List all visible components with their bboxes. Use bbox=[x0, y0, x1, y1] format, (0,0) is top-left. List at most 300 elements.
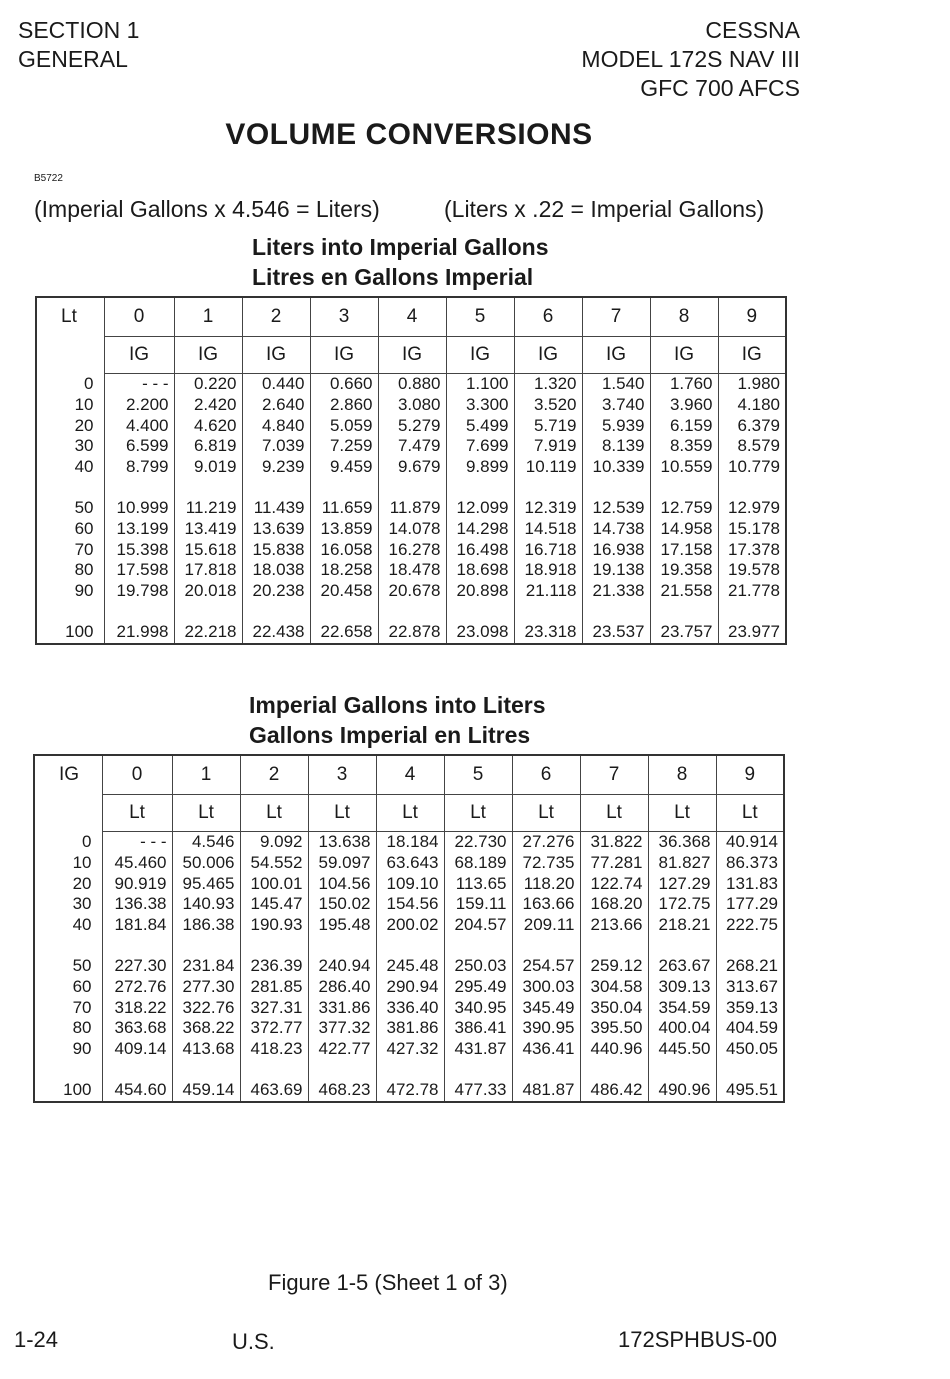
table-cell: 7.259 bbox=[310, 436, 378, 457]
table-cell: 481.87 bbox=[512, 1080, 580, 1102]
table-cell: 300.03 bbox=[512, 977, 580, 998]
unit-header: IG bbox=[310, 337, 378, 374]
ig-to-liters-table bbox=[33, 754, 785, 1103]
table-cell: 4.620 bbox=[174, 416, 242, 437]
table-cell: 454.60 bbox=[102, 1080, 172, 1102]
unit-header: IG bbox=[446, 337, 514, 374]
unit-header: Lt bbox=[716, 795, 784, 832]
formula-ig-to-liters: (Imperial Gallons x 4.546 = Liters) bbox=[34, 196, 380, 222]
spacer-cell bbox=[446, 478, 514, 498]
table-cell: 259.12 bbox=[580, 956, 648, 977]
table-cell: 222.75 bbox=[716, 915, 784, 936]
spacer-cell bbox=[36, 602, 104, 622]
table-row bbox=[36, 498, 786, 519]
table-cell: 0.220 bbox=[174, 374, 242, 395]
table-cell: 204.57 bbox=[444, 915, 512, 936]
table-cell: 190.93 bbox=[240, 915, 308, 936]
table-row bbox=[34, 977, 784, 998]
unit-header-blank bbox=[34, 795, 102, 832]
unit-header: IG bbox=[378, 337, 446, 374]
table-cell: 186.38 bbox=[172, 915, 240, 936]
column-header: 4 bbox=[378, 297, 446, 337]
row-label: 20 bbox=[34, 874, 102, 895]
table-cell: 18.038 bbox=[242, 560, 310, 581]
unit-header: Lt bbox=[172, 795, 240, 832]
liters-to-ig-table bbox=[35, 296, 787, 645]
table-cell: 13.638 bbox=[308, 832, 376, 853]
table-cell: 0.880 bbox=[378, 374, 446, 395]
section-number: SECTION 1 bbox=[18, 17, 140, 43]
table-cell: 86.373 bbox=[716, 853, 784, 874]
spacer-cell bbox=[716, 1060, 784, 1080]
column-header: 8 bbox=[650, 297, 718, 337]
spacer-cell bbox=[240, 936, 308, 956]
table-cell: 113.65 bbox=[444, 874, 512, 895]
table-row bbox=[36, 540, 786, 561]
table-cell: 236.39 bbox=[240, 956, 308, 977]
table-cell: 10.339 bbox=[582, 457, 650, 478]
table-cell: 36.368 bbox=[648, 832, 716, 853]
spacer-cell bbox=[650, 478, 718, 498]
table-cell: 440.96 bbox=[580, 1039, 648, 1060]
row-spacer bbox=[34, 936, 784, 956]
model-name: MODEL 172S NAV III bbox=[581, 46, 800, 72]
formula-liters-to-ig: (Liters x .22 = Imperial Gallons) bbox=[444, 196, 765, 222]
spacer-cell bbox=[308, 936, 376, 956]
row-label: 10 bbox=[34, 853, 102, 874]
column-header: 0 bbox=[104, 297, 174, 337]
table-cell: 12.319 bbox=[514, 498, 582, 519]
table-cell: 54.552 bbox=[240, 853, 308, 874]
table-cell: 386.41 bbox=[444, 1018, 512, 1039]
spacer-cell bbox=[514, 602, 582, 622]
unit-header: IG bbox=[242, 337, 310, 374]
corner-unit-label: IG bbox=[34, 755, 102, 795]
table-cell: 18.478 bbox=[378, 560, 446, 581]
table-row bbox=[36, 622, 786, 644]
table-cell: 136.38 bbox=[102, 894, 172, 915]
table-cell: 245.48 bbox=[376, 956, 444, 977]
spacer-cell bbox=[310, 602, 378, 622]
unit-header: Lt bbox=[376, 795, 444, 832]
table-cell: 9.019 bbox=[174, 457, 242, 478]
row-label: 90 bbox=[36, 581, 104, 602]
table-cell: 459.14 bbox=[172, 1080, 240, 1102]
table1-title-en: Liters into Imperial Gallons bbox=[252, 234, 549, 260]
table-cell: 218.21 bbox=[648, 915, 716, 936]
table-row bbox=[36, 374, 786, 395]
table-cell: 3.520 bbox=[514, 395, 582, 416]
spacer-cell bbox=[104, 602, 174, 622]
table-cell: 12.539 bbox=[582, 498, 650, 519]
row-label: 0 bbox=[36, 374, 104, 395]
table-cell: 350.04 bbox=[580, 998, 648, 1019]
table-cell: 377.32 bbox=[308, 1018, 376, 1039]
figure-caption: Figure 1-5 (Sheet 1 of 3) bbox=[268, 1270, 508, 1295]
table-cell: 90.919 bbox=[102, 874, 172, 895]
table-cell: 7.479 bbox=[378, 436, 446, 457]
table-row bbox=[36, 416, 786, 437]
table-cell: 422.77 bbox=[308, 1039, 376, 1060]
table-cell: 18.258 bbox=[310, 560, 378, 581]
table-cell: 172.75 bbox=[648, 894, 716, 915]
column-header: 2 bbox=[240, 755, 308, 795]
table1-title bbox=[252, 232, 549, 292]
column-header: 6 bbox=[512, 755, 580, 795]
table-cell: 463.69 bbox=[240, 1080, 308, 1102]
table-cell: 13.859 bbox=[310, 519, 378, 540]
unit-header: Lt bbox=[512, 795, 580, 832]
table-cell: 16.278 bbox=[378, 540, 446, 561]
table-cell: 3.960 bbox=[650, 395, 718, 416]
table-cell: 168.20 bbox=[580, 894, 648, 915]
table-cell: 159.11 bbox=[444, 894, 512, 915]
table-cell: 1.760 bbox=[650, 374, 718, 395]
spacer-cell bbox=[444, 936, 512, 956]
table-cell: 11.439 bbox=[242, 498, 310, 519]
spacer-cell bbox=[582, 478, 650, 498]
table-cell: 6.159 bbox=[650, 416, 718, 437]
table-cell: 6.379 bbox=[718, 416, 786, 437]
unit-header: IG bbox=[174, 337, 242, 374]
table-cell: 22.658 bbox=[310, 622, 378, 644]
table-cell: 4.546 bbox=[172, 832, 240, 853]
table-row bbox=[36, 436, 786, 457]
table-cell: 18.918 bbox=[514, 560, 582, 581]
page-title: VOLUME CONVERSIONS bbox=[225, 118, 593, 151]
table-cell: 281.85 bbox=[240, 977, 308, 998]
table-cell: 127.29 bbox=[648, 874, 716, 895]
table-cell: 436.41 bbox=[512, 1039, 580, 1060]
table-cell: 15.838 bbox=[242, 540, 310, 561]
spacer-cell bbox=[378, 478, 446, 498]
spacer-cell bbox=[512, 936, 580, 956]
table-cell: 327.31 bbox=[240, 998, 308, 1019]
table-cell: 263.67 bbox=[648, 956, 716, 977]
table-cell: 15.398 bbox=[104, 540, 174, 561]
unit-header: IG bbox=[514, 337, 582, 374]
table-row bbox=[34, 1018, 784, 1039]
column-header: 2 bbox=[242, 297, 310, 337]
table-cell: 2.640 bbox=[242, 395, 310, 416]
page-number: 1-24 bbox=[14, 1327, 59, 1352]
spacer-cell bbox=[34, 1060, 102, 1080]
table-cell: 409.14 bbox=[102, 1039, 172, 1060]
table-cell: 21.778 bbox=[718, 581, 786, 602]
table-cell: 0.440 bbox=[242, 374, 310, 395]
table-cell: 195.48 bbox=[308, 915, 376, 936]
column-header: 7 bbox=[580, 755, 648, 795]
table-cell: 13.639 bbox=[242, 519, 310, 540]
table-row bbox=[34, 832, 784, 853]
table-cell: 21.118 bbox=[514, 581, 582, 602]
table-cell: 27.276 bbox=[512, 832, 580, 853]
table-cell: 22.438 bbox=[242, 622, 310, 644]
table-cell: 8.799 bbox=[104, 457, 174, 478]
row-label: 90 bbox=[34, 1039, 102, 1060]
row-spacer bbox=[34, 1060, 784, 1080]
table-cell: 372.77 bbox=[240, 1018, 308, 1039]
table-cell: 177.29 bbox=[716, 894, 784, 915]
table1-title-fr: Litres en Gallons Imperial bbox=[252, 264, 534, 290]
column-header: 9 bbox=[716, 755, 784, 795]
column-header: 3 bbox=[310, 297, 378, 337]
table-cell: 23.977 bbox=[718, 622, 786, 644]
table-cell: 8.139 bbox=[582, 436, 650, 457]
unit-header: IG bbox=[104, 337, 174, 374]
table-cell: 295.49 bbox=[444, 977, 512, 998]
table-cell: 227.30 bbox=[102, 956, 172, 977]
table-cell: 19.138 bbox=[582, 560, 650, 581]
spacer-cell bbox=[378, 602, 446, 622]
section-header bbox=[18, 16, 139, 74]
table-cell: 17.598 bbox=[104, 560, 174, 581]
spacer-cell bbox=[444, 1060, 512, 1080]
table-cell: 17.818 bbox=[174, 560, 242, 581]
table-cell: 268.21 bbox=[716, 956, 784, 977]
table-cell: 163.66 bbox=[512, 894, 580, 915]
unit-header: IG bbox=[650, 337, 718, 374]
table-cell: 21.338 bbox=[582, 581, 650, 602]
unit-header: Lt bbox=[444, 795, 512, 832]
column-header-row bbox=[36, 297, 786, 337]
table-cell: 14.958 bbox=[650, 519, 718, 540]
table-cell: 23.757 bbox=[650, 622, 718, 644]
table-cell: 22.218 bbox=[174, 622, 242, 644]
table-cell: 9.679 bbox=[378, 457, 446, 478]
table-cell: 9.459 bbox=[310, 457, 378, 478]
table-cell: 5.279 bbox=[378, 416, 446, 437]
table-cell: 0.660 bbox=[310, 374, 378, 395]
unit-header-blank bbox=[36, 337, 104, 374]
table-cell: 390.95 bbox=[512, 1018, 580, 1039]
row-label: 30 bbox=[36, 436, 104, 457]
table-cell: 77.281 bbox=[580, 853, 648, 874]
table-cell: 3.740 bbox=[582, 395, 650, 416]
table-cell: 10.559 bbox=[650, 457, 718, 478]
spacer-cell bbox=[582, 602, 650, 622]
table-cell: 413.68 bbox=[172, 1039, 240, 1060]
table-cell: 7.699 bbox=[446, 436, 514, 457]
table-cell: 131.83 bbox=[716, 874, 784, 895]
table-cell: 100.01 bbox=[240, 874, 308, 895]
spacer-cell bbox=[514, 478, 582, 498]
document-id: 172SPHBUS-00 bbox=[618, 1327, 777, 1352]
table-cell: 23.318 bbox=[514, 622, 582, 644]
table-cell: 12.759 bbox=[650, 498, 718, 519]
spacer-cell bbox=[102, 936, 172, 956]
spacer-cell bbox=[102, 1060, 172, 1080]
table-cell: 318.22 bbox=[102, 998, 172, 1019]
spacer-cell bbox=[310, 478, 378, 498]
table-cell: 231.84 bbox=[172, 956, 240, 977]
table-cell: - - - bbox=[104, 374, 174, 395]
column-header: 8 bbox=[648, 755, 716, 795]
spacer-cell bbox=[446, 602, 514, 622]
table-cell: 20.458 bbox=[310, 581, 378, 602]
autopilot-system: GFC 700 AFCS bbox=[640, 75, 800, 101]
spacer-cell bbox=[308, 1060, 376, 1080]
table-cell: 8.579 bbox=[718, 436, 786, 457]
table-cell: 11.879 bbox=[378, 498, 446, 519]
table-cell: 72.735 bbox=[512, 853, 580, 874]
row-label: 40 bbox=[34, 915, 102, 936]
table-cell: 200.02 bbox=[376, 915, 444, 936]
spacer-cell bbox=[174, 602, 242, 622]
model-header bbox=[581, 16, 800, 103]
table-cell: 21.998 bbox=[104, 622, 174, 644]
table2-title bbox=[249, 690, 546, 750]
table-cell: 254.57 bbox=[512, 956, 580, 977]
table-cell: 45.460 bbox=[102, 853, 172, 874]
table-cell: 14.738 bbox=[582, 519, 650, 540]
spacer-cell bbox=[648, 1060, 716, 1080]
table-cell: 17.158 bbox=[650, 540, 718, 561]
table-cell: 472.78 bbox=[376, 1080, 444, 1102]
table-row bbox=[34, 956, 784, 977]
table-cell: 81.827 bbox=[648, 853, 716, 874]
table-cell: 4.840 bbox=[242, 416, 310, 437]
column-header: 1 bbox=[174, 297, 242, 337]
unit-header: Lt bbox=[308, 795, 376, 832]
table-cell: 250.03 bbox=[444, 956, 512, 977]
table-cell: 359.13 bbox=[716, 998, 784, 1019]
table-cell: 309.13 bbox=[648, 977, 716, 998]
table-row bbox=[36, 560, 786, 581]
row-label: 60 bbox=[34, 977, 102, 998]
figure-ref-code: B5722 bbox=[34, 173, 63, 184]
table-row bbox=[34, 1080, 784, 1102]
table-cell: 95.465 bbox=[172, 874, 240, 895]
spacer-cell bbox=[512, 1060, 580, 1080]
spacer-cell bbox=[242, 602, 310, 622]
row-label: 0 bbox=[34, 832, 102, 853]
table-cell: 400.04 bbox=[648, 1018, 716, 1039]
table-cell: 7.039 bbox=[242, 436, 310, 457]
table-cell: 16.718 bbox=[514, 540, 582, 561]
table-row bbox=[34, 915, 784, 936]
table-cell: 381.86 bbox=[376, 1018, 444, 1039]
table-cell: 431.87 bbox=[444, 1039, 512, 1060]
unit-header: Lt bbox=[102, 795, 172, 832]
table-cell: 22.730 bbox=[444, 832, 512, 853]
table-row bbox=[34, 894, 784, 915]
table-cell: 14.518 bbox=[514, 519, 582, 540]
table-cell: 104.56 bbox=[308, 874, 376, 895]
row-label: 40 bbox=[36, 457, 104, 478]
table2-title-fr: Gallons Imperial en Litres bbox=[249, 722, 531, 748]
spacer-cell bbox=[580, 1060, 648, 1080]
table-cell: 286.40 bbox=[308, 977, 376, 998]
table-cell: 16.058 bbox=[310, 540, 378, 561]
table-cell: 16.938 bbox=[582, 540, 650, 561]
table-cell: 13.199 bbox=[104, 519, 174, 540]
table-cell: 140.93 bbox=[172, 894, 240, 915]
spacer-cell bbox=[34, 936, 102, 956]
table-cell: 68.189 bbox=[444, 853, 512, 874]
table-cell: 9.239 bbox=[242, 457, 310, 478]
table-cell: 19.578 bbox=[718, 560, 786, 581]
row-label: 100 bbox=[34, 1080, 102, 1102]
table-cell: 5.499 bbox=[446, 416, 514, 437]
table-cell: - - - bbox=[102, 832, 172, 853]
table-row bbox=[36, 581, 786, 602]
table-cell: 395.50 bbox=[580, 1018, 648, 1039]
spacer-cell bbox=[718, 602, 786, 622]
table-cell: 240.94 bbox=[308, 956, 376, 977]
table-cell: 18.698 bbox=[446, 560, 514, 581]
row-label: 50 bbox=[36, 498, 104, 519]
table-cell: 3.300 bbox=[446, 395, 514, 416]
table-cell: 340.95 bbox=[444, 998, 512, 1019]
spacer-cell bbox=[376, 936, 444, 956]
table-cell: 31.822 bbox=[580, 832, 648, 853]
table-cell: 50.006 bbox=[172, 853, 240, 874]
table-cell: 290.94 bbox=[376, 977, 444, 998]
spacer-cell bbox=[580, 936, 648, 956]
table-cell: 19.798 bbox=[104, 581, 174, 602]
table-cell: 11.659 bbox=[310, 498, 378, 519]
unit-header-row bbox=[36, 337, 786, 374]
column-header: 3 bbox=[308, 755, 376, 795]
table-cell: 11.219 bbox=[174, 498, 242, 519]
section-name: GENERAL bbox=[18, 46, 128, 72]
table-cell: 468.23 bbox=[308, 1080, 376, 1102]
table-cell: 19.358 bbox=[650, 560, 718, 581]
table-cell: 12.979 bbox=[718, 498, 786, 519]
table-cell: 40.914 bbox=[716, 832, 784, 853]
table-cell: 14.298 bbox=[446, 519, 514, 540]
table-row bbox=[34, 1039, 784, 1060]
table-cell: 20.018 bbox=[174, 581, 242, 602]
table-cell: 10.999 bbox=[104, 498, 174, 519]
spacer-cell bbox=[104, 478, 174, 498]
table-cell: 17.378 bbox=[718, 540, 786, 561]
table-cell: 363.68 bbox=[102, 1018, 172, 1039]
table-cell: 5.939 bbox=[582, 416, 650, 437]
table-cell: 150.02 bbox=[308, 894, 376, 915]
table-cell: 20.898 bbox=[446, 581, 514, 602]
spacer-cell bbox=[172, 936, 240, 956]
table-cell: 445.50 bbox=[648, 1039, 716, 1060]
table-cell: 122.74 bbox=[580, 874, 648, 895]
table-cell: 9.899 bbox=[446, 457, 514, 478]
spacer-cell bbox=[174, 478, 242, 498]
table-cell: 213.66 bbox=[580, 915, 648, 936]
table-cell: 2.420 bbox=[174, 395, 242, 416]
table-cell: 477.33 bbox=[444, 1080, 512, 1102]
table-cell: 21.558 bbox=[650, 581, 718, 602]
table-cell: 109.10 bbox=[376, 874, 444, 895]
table-cell: 154.56 bbox=[376, 894, 444, 915]
spacer-cell bbox=[648, 936, 716, 956]
column-header: 6 bbox=[514, 297, 582, 337]
table-cell: 10.119 bbox=[514, 457, 582, 478]
row-label: 70 bbox=[36, 540, 104, 561]
column-header: 5 bbox=[444, 755, 512, 795]
table-cell: 6.819 bbox=[174, 436, 242, 457]
table-cell: 23.537 bbox=[582, 622, 650, 644]
table-cell: 495.51 bbox=[716, 1080, 784, 1102]
table-cell: 331.86 bbox=[308, 998, 376, 1019]
unit-header: Lt bbox=[580, 795, 648, 832]
table-cell: 23.098 bbox=[446, 622, 514, 644]
spacer-cell bbox=[718, 478, 786, 498]
spacer-cell bbox=[376, 1060, 444, 1080]
unit-header-row bbox=[34, 795, 784, 832]
table-cell: 345.49 bbox=[512, 998, 580, 1019]
table-cell: 490.96 bbox=[648, 1080, 716, 1102]
